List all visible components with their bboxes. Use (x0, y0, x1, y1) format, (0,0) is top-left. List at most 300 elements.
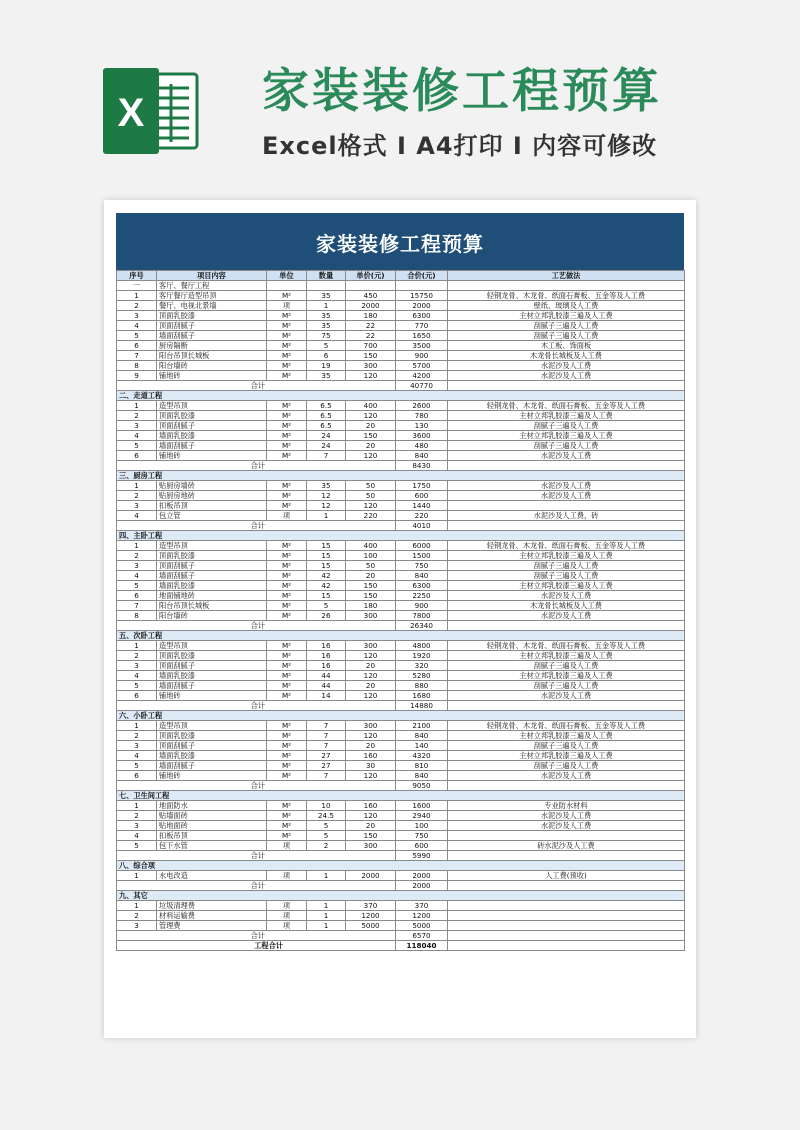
item-unit: 项 (267, 301, 307, 311)
subtotal-row (117, 701, 685, 711)
item-price: 180 (346, 601, 396, 611)
item-method: 木工板、饰面板 (448, 341, 685, 351)
item-amount: 7800 (396, 611, 448, 621)
page-title: 家装装修工程预算 (262, 64, 662, 119)
item-price: 300 (346, 841, 396, 851)
item-no: 1 (117, 541, 157, 551)
item-qty: 16 (307, 651, 346, 661)
item-name: 扣板吊顶 (157, 831, 267, 841)
subtotal-amount: 14880 (396, 701, 448, 711)
table-row (117, 821, 685, 831)
item-no: 1 (117, 901, 157, 911)
grand-total-row (117, 941, 685, 951)
item-no: 1 (117, 291, 157, 301)
table-row (117, 311, 685, 321)
item-price: 20 (346, 681, 396, 691)
item-amount: 1680 (396, 691, 448, 701)
item-no: 4 (117, 321, 157, 331)
item-unit: M² (267, 411, 307, 421)
table-row (117, 491, 685, 501)
table-row (117, 331, 685, 341)
item-name: 厨房隔断 (157, 341, 267, 351)
item-amount: 2000 (396, 301, 448, 311)
item-amount: 480 (396, 441, 448, 451)
item-amount: 1600 (396, 801, 448, 811)
section-title: 七、卫生间工程 (117, 791, 685, 801)
item-no: 2 (117, 411, 157, 421)
item-name: 墙面乳胶漆 (157, 431, 267, 441)
item-price: 2000 (346, 301, 396, 311)
item-no: 3 (117, 421, 157, 431)
item-no: 3 (117, 501, 157, 511)
table-row (117, 441, 685, 451)
item-no: 3 (117, 821, 157, 831)
item-qty: 24.5 (307, 811, 346, 821)
item-no: 7 (117, 351, 157, 361)
item-no: 3 (117, 921, 157, 931)
table-row (117, 401, 685, 411)
excel-logo-letter: X (117, 91, 145, 135)
item-method: 主材立邦乳胶漆三遍及人工费 (448, 671, 685, 681)
item-name: 阳台墙砖 (157, 361, 267, 371)
item-method: 轻钢龙骨、木龙骨、纸面石膏板、五金等及人工费 (448, 721, 685, 731)
table-row (117, 911, 685, 921)
item-no: 4 (117, 671, 157, 681)
item-method: 砖水泥沙及人工费 (448, 841, 685, 851)
item-no: 2 (117, 651, 157, 661)
item-name: 铺地砖 (157, 771, 267, 781)
item-price: 700 (346, 341, 396, 351)
column-header: 合价(元) (396, 271, 448, 281)
table-row (117, 731, 685, 741)
item-method: 主材立邦乳胶漆三遍及人工费 (448, 431, 685, 441)
table-row (117, 681, 685, 691)
subtotal-label: 合计 (117, 931, 396, 941)
empty-cell (448, 851, 685, 861)
section-row (117, 791, 685, 801)
item-unit: M² (267, 431, 307, 441)
item-name: 贴厨房地砖 (157, 491, 267, 501)
item-amount: 2600 (396, 401, 448, 411)
item-method: 木龙骨长城板及人工费 (448, 601, 685, 611)
table-row (117, 511, 685, 521)
item-amount: 6300 (396, 581, 448, 591)
item-unit: M² (267, 651, 307, 661)
table-row (117, 351, 685, 361)
item-no: 1 (117, 401, 157, 411)
item-method (448, 911, 685, 921)
table-row (117, 451, 685, 461)
empty-cell (448, 881, 685, 891)
item-name: 贴地面砖 (157, 821, 267, 831)
item-method: 刮腻子三遍及人工费 (448, 441, 685, 451)
empty-cell (307, 281, 346, 291)
table-row (117, 901, 685, 911)
table-row (117, 501, 685, 511)
item-amount: 1440 (396, 501, 448, 511)
item-price: 1200 (346, 911, 396, 921)
empty-cell (448, 461, 685, 471)
table-row (117, 721, 685, 731)
item-qty: 10 (307, 801, 346, 811)
column-header: 数量 (307, 271, 346, 281)
item-unit: M² (267, 591, 307, 601)
item-price: 120 (346, 651, 396, 661)
subtotal-amount: 26340 (396, 621, 448, 631)
item-method: 刮腻子三遍及人工费 (448, 321, 685, 331)
column-header: 项目内容 (157, 271, 267, 281)
item-unit: M² (267, 761, 307, 771)
item-method: 刮腻子三遍及人工费 (448, 761, 685, 771)
item-qty: 1 (307, 511, 346, 521)
item-method: 刮腻子三遍及人工费 (448, 561, 685, 571)
item-amount: 810 (396, 761, 448, 771)
item-method: 轻钢龙骨、木龙骨、纸面石膏板、五金等及人工费 (448, 401, 685, 411)
item-unit: M² (267, 691, 307, 701)
table-row (117, 831, 685, 841)
item-method: 主材立邦乳胶漆三遍及人工费 (448, 751, 685, 761)
item-no: 3 (117, 661, 157, 671)
item-name: 铺地砖 (157, 371, 267, 381)
item-amount: 840 (396, 731, 448, 741)
item-unit: M² (267, 291, 307, 301)
item-price: 150 (346, 591, 396, 601)
item-name: 顶面乳胶漆 (157, 551, 267, 561)
item-method: 水泥沙及人工费 (448, 481, 685, 491)
item-price: 120 (346, 671, 396, 681)
item-method: 主材立邦乳胶漆三遍及人工费 (448, 651, 685, 661)
item-unit: M² (267, 731, 307, 741)
item-name: 顶面乳胶漆 (157, 311, 267, 321)
table-row (117, 361, 685, 371)
item-price: 180 (346, 311, 396, 321)
item-name: 顶面刮腻子 (157, 661, 267, 671)
item-price: 120 (346, 451, 396, 461)
section-row (117, 391, 685, 401)
item-no: 3 (117, 741, 157, 751)
table-row (117, 541, 685, 551)
item-no: 1 (117, 481, 157, 491)
item-unit: M² (267, 311, 307, 321)
item-price: 50 (346, 491, 396, 501)
subtotal-amount: 40770 (396, 381, 448, 391)
item-name: 贴厨房墙砖 (157, 481, 267, 491)
item-no: 8 (117, 611, 157, 621)
item-qty: 5 (307, 341, 346, 351)
item-qty: 24 (307, 431, 346, 441)
item-name: 贴墙面砖 (157, 811, 267, 821)
item-name: 顶面刮腻子 (157, 741, 267, 751)
item-qty: 7 (307, 731, 346, 741)
item-amount: 220 (396, 511, 448, 521)
item-unit: M² (267, 811, 307, 821)
item-unit: M² (267, 341, 307, 351)
item-no: 5 (117, 681, 157, 691)
item-price: 300 (346, 361, 396, 371)
item-qty: 6.5 (307, 401, 346, 411)
item-unit: M² (267, 541, 307, 551)
item-qty: 7 (307, 741, 346, 751)
item-amount: 840 (396, 571, 448, 581)
item-method: 水泥沙及人工费 (448, 821, 685, 831)
item-method: 刮腻子三遍及人工费 (448, 661, 685, 671)
item-qty: 27 (307, 761, 346, 771)
table-row (117, 761, 685, 771)
item-qty: 7 (307, 721, 346, 731)
item-price: 300 (346, 641, 396, 651)
item-method: 水泥沙及人工费 (448, 691, 685, 701)
item-name: 包立管 (157, 511, 267, 521)
item-amount: 5280 (396, 671, 448, 681)
item-name: 造型吊顶 (157, 641, 267, 651)
table-row (117, 641, 685, 651)
subtotal-label: 合计 (117, 851, 396, 861)
item-amount: 5700 (396, 361, 448, 371)
item-unit: M² (267, 771, 307, 781)
item-no: 6 (117, 341, 157, 351)
table-row (117, 581, 685, 591)
item-name: 阳台吊顶长城板 (157, 351, 267, 361)
item-unit: M² (267, 331, 307, 341)
empty-cell (396, 281, 448, 291)
item-price: 160 (346, 751, 396, 761)
item-unit: M² (267, 831, 307, 841)
subtotal-row (117, 881, 685, 891)
subtotal-row (117, 381, 685, 391)
item-price: 120 (346, 501, 396, 511)
item-method: 刮腻子三遍及人工费 (448, 741, 685, 751)
column-header: 单位 (267, 271, 307, 281)
table-row (117, 691, 685, 701)
item-name: 餐厅、电视北景墙 (157, 301, 267, 311)
item-price: 220 (346, 511, 396, 521)
item-amount: 750 (396, 831, 448, 841)
subtotal-label: 合计 (117, 461, 396, 471)
item-qty: 6.5 (307, 411, 346, 421)
table-row (117, 291, 685, 301)
item-unit: M² (267, 571, 307, 581)
table-row (117, 601, 685, 611)
item-no: 6 (117, 691, 157, 701)
item-qty: 16 (307, 641, 346, 651)
item-no: 9 (117, 371, 157, 381)
item-unit: M² (267, 321, 307, 331)
sheet-title: 家装装修工程预算 (316, 232, 484, 256)
table-row (117, 921, 685, 931)
item-no: 2 (117, 301, 157, 311)
item-no: 2 (117, 551, 157, 561)
table-row (117, 811, 685, 821)
item-name: 材料运输费 (157, 911, 267, 921)
item-name: 墙面刮腻子 (157, 681, 267, 691)
budget-table (116, 270, 685, 951)
section-row (117, 711, 685, 721)
item-unit: 项 (267, 921, 307, 931)
item-amount: 4800 (396, 641, 448, 651)
item-qty: 15 (307, 561, 346, 571)
item-name: 顶面刮腻子 (157, 321, 267, 331)
item-price: 400 (346, 541, 396, 551)
item-price: 300 (346, 721, 396, 731)
section-row (117, 471, 685, 481)
item-price: 400 (346, 401, 396, 411)
item-name: 墙面刮腻子 (157, 331, 267, 341)
item-price: 120 (346, 771, 396, 781)
item-qty: 44 (307, 681, 346, 691)
table-row (117, 371, 685, 381)
item-no: 5 (117, 761, 157, 771)
item-amount: 3600 (396, 431, 448, 441)
item-no: 4 (117, 831, 157, 841)
item-amount: 600 (396, 841, 448, 851)
item-qty: 35 (307, 311, 346, 321)
item-no: 5 (117, 331, 157, 341)
item-no: 6 (117, 451, 157, 461)
item-no: 6 (117, 771, 157, 781)
item-no: 8 (117, 361, 157, 371)
item-qty: 35 (307, 291, 346, 301)
item-qty: 7 (307, 451, 346, 461)
item-price: 160 (346, 801, 396, 811)
item-no: 1 (117, 871, 157, 881)
table-row (117, 671, 685, 681)
table-row (117, 611, 685, 621)
item-name: 顶面刮腻子 (157, 421, 267, 431)
item-unit: M² (267, 451, 307, 461)
item-no: 1 (117, 801, 157, 811)
item-name: 扣板吊顶 (157, 501, 267, 511)
item-name: 造型吊顶 (157, 721, 267, 731)
item-unit: M² (267, 361, 307, 371)
item-unit: M² (267, 371, 307, 381)
item-qty: 7 (307, 771, 346, 781)
item-method: 刮腻子三遍及人工费 (448, 331, 685, 341)
item-unit: M² (267, 401, 307, 411)
item-qty: 27 (307, 751, 346, 761)
item-price: 22 (346, 321, 396, 331)
item-qty: 16 (307, 661, 346, 671)
subtotal-row (117, 521, 685, 531)
item-qty: 75 (307, 331, 346, 341)
subtotal-amount: 5990 (396, 851, 448, 861)
empty-cell (448, 781, 685, 791)
item-no: 7 (117, 601, 157, 611)
item-method (448, 501, 685, 511)
item-unit: M² (267, 741, 307, 751)
item-price: 450 (346, 291, 396, 301)
item-price: 120 (346, 731, 396, 741)
item-qty: 15 (307, 591, 346, 601)
item-price: 120 (346, 691, 396, 701)
item-name: 顶面刮腻子 (157, 561, 267, 571)
item-unit: 项 (267, 911, 307, 921)
grand-total-amount: 118040 (396, 941, 448, 951)
item-method: 水泥沙及人工费 (448, 491, 685, 501)
item-method: 刮腻子三遍及人工费 (448, 421, 685, 431)
item-method: 人工费(预收) (448, 871, 685, 881)
item-no: 2 (117, 491, 157, 501)
page-subtitle: Excel格式 Ⅰ A4打印 Ⅰ 内容可修改 (262, 132, 658, 160)
item-amount: 5000 (396, 921, 448, 931)
item-price: 50 (346, 481, 396, 491)
item-qty: 1 (307, 921, 346, 931)
empty-cell (448, 521, 685, 531)
item-amount: 4200 (396, 371, 448, 381)
item-name: 墙面乳胶漆 (157, 751, 267, 761)
item-amount: 840 (396, 451, 448, 461)
item-name: 包下水管 (157, 841, 267, 851)
empty-cell (346, 281, 396, 291)
item-price: 50 (346, 561, 396, 571)
table-row (117, 801, 685, 811)
item-unit: M² (267, 601, 307, 611)
item-no: 4 (117, 511, 157, 521)
subtotal-amount: 8430 (396, 461, 448, 471)
item-no: 5 (117, 581, 157, 591)
item-qty: 26 (307, 611, 346, 621)
item-qty: 42 (307, 581, 346, 591)
item-amount: 1920 (396, 651, 448, 661)
item-qty: 1 (307, 871, 346, 881)
table-row (117, 421, 685, 431)
item-unit: M² (267, 661, 307, 671)
empty-cell (448, 941, 685, 951)
item-qty: 1 (307, 301, 346, 311)
table-row (117, 561, 685, 571)
subtotal-row (117, 621, 685, 631)
item-price: 22 (346, 331, 396, 341)
item-amount: 600 (396, 491, 448, 501)
item-name: 阳台吊顶长城板 (157, 601, 267, 611)
item-name: 管理费 (157, 921, 267, 931)
item-no: 4 (117, 751, 157, 761)
subtotal-row (117, 931, 685, 941)
item-amount: 6300 (396, 311, 448, 321)
item-no: 2 (117, 731, 157, 741)
item-method: 水泥沙及人工费 (448, 771, 685, 781)
item-name: 墙面乳胶漆 (157, 581, 267, 591)
section-title: 八、综合项 (117, 861, 685, 871)
section-number: 一 (117, 281, 157, 291)
item-no: 2 (117, 811, 157, 821)
table-row (117, 411, 685, 421)
item-amount: 1500 (396, 551, 448, 561)
item-qty: 5 (307, 821, 346, 831)
item-name: 客厅餐厅造型吊顶 (157, 291, 267, 301)
table-row (117, 591, 685, 601)
section-title: 三、厨房工程 (117, 471, 685, 481)
item-qty: 42 (307, 571, 346, 581)
item-price: 20 (346, 821, 396, 831)
item-no: 5 (117, 441, 157, 451)
section-title: 客厅、餐厅工程 (157, 281, 267, 291)
empty-cell (448, 701, 685, 711)
item-price: 30 (346, 761, 396, 771)
table-row (117, 871, 685, 881)
item-name: 地面防水 (157, 801, 267, 811)
item-unit: M² (267, 641, 307, 651)
item-amount: 6000 (396, 541, 448, 551)
item-unit: 项 (267, 841, 307, 851)
item-name: 顶面乳胶漆 (157, 651, 267, 661)
item-amount: 2000 (396, 871, 448, 881)
subtotal-label: 合计 (117, 781, 396, 791)
item-qty: 2 (307, 841, 346, 851)
item-name: 垃圾清理费 (157, 901, 267, 911)
item-price: 120 (346, 411, 396, 421)
item-price: 20 (346, 741, 396, 751)
item-no: 1 (117, 641, 157, 651)
